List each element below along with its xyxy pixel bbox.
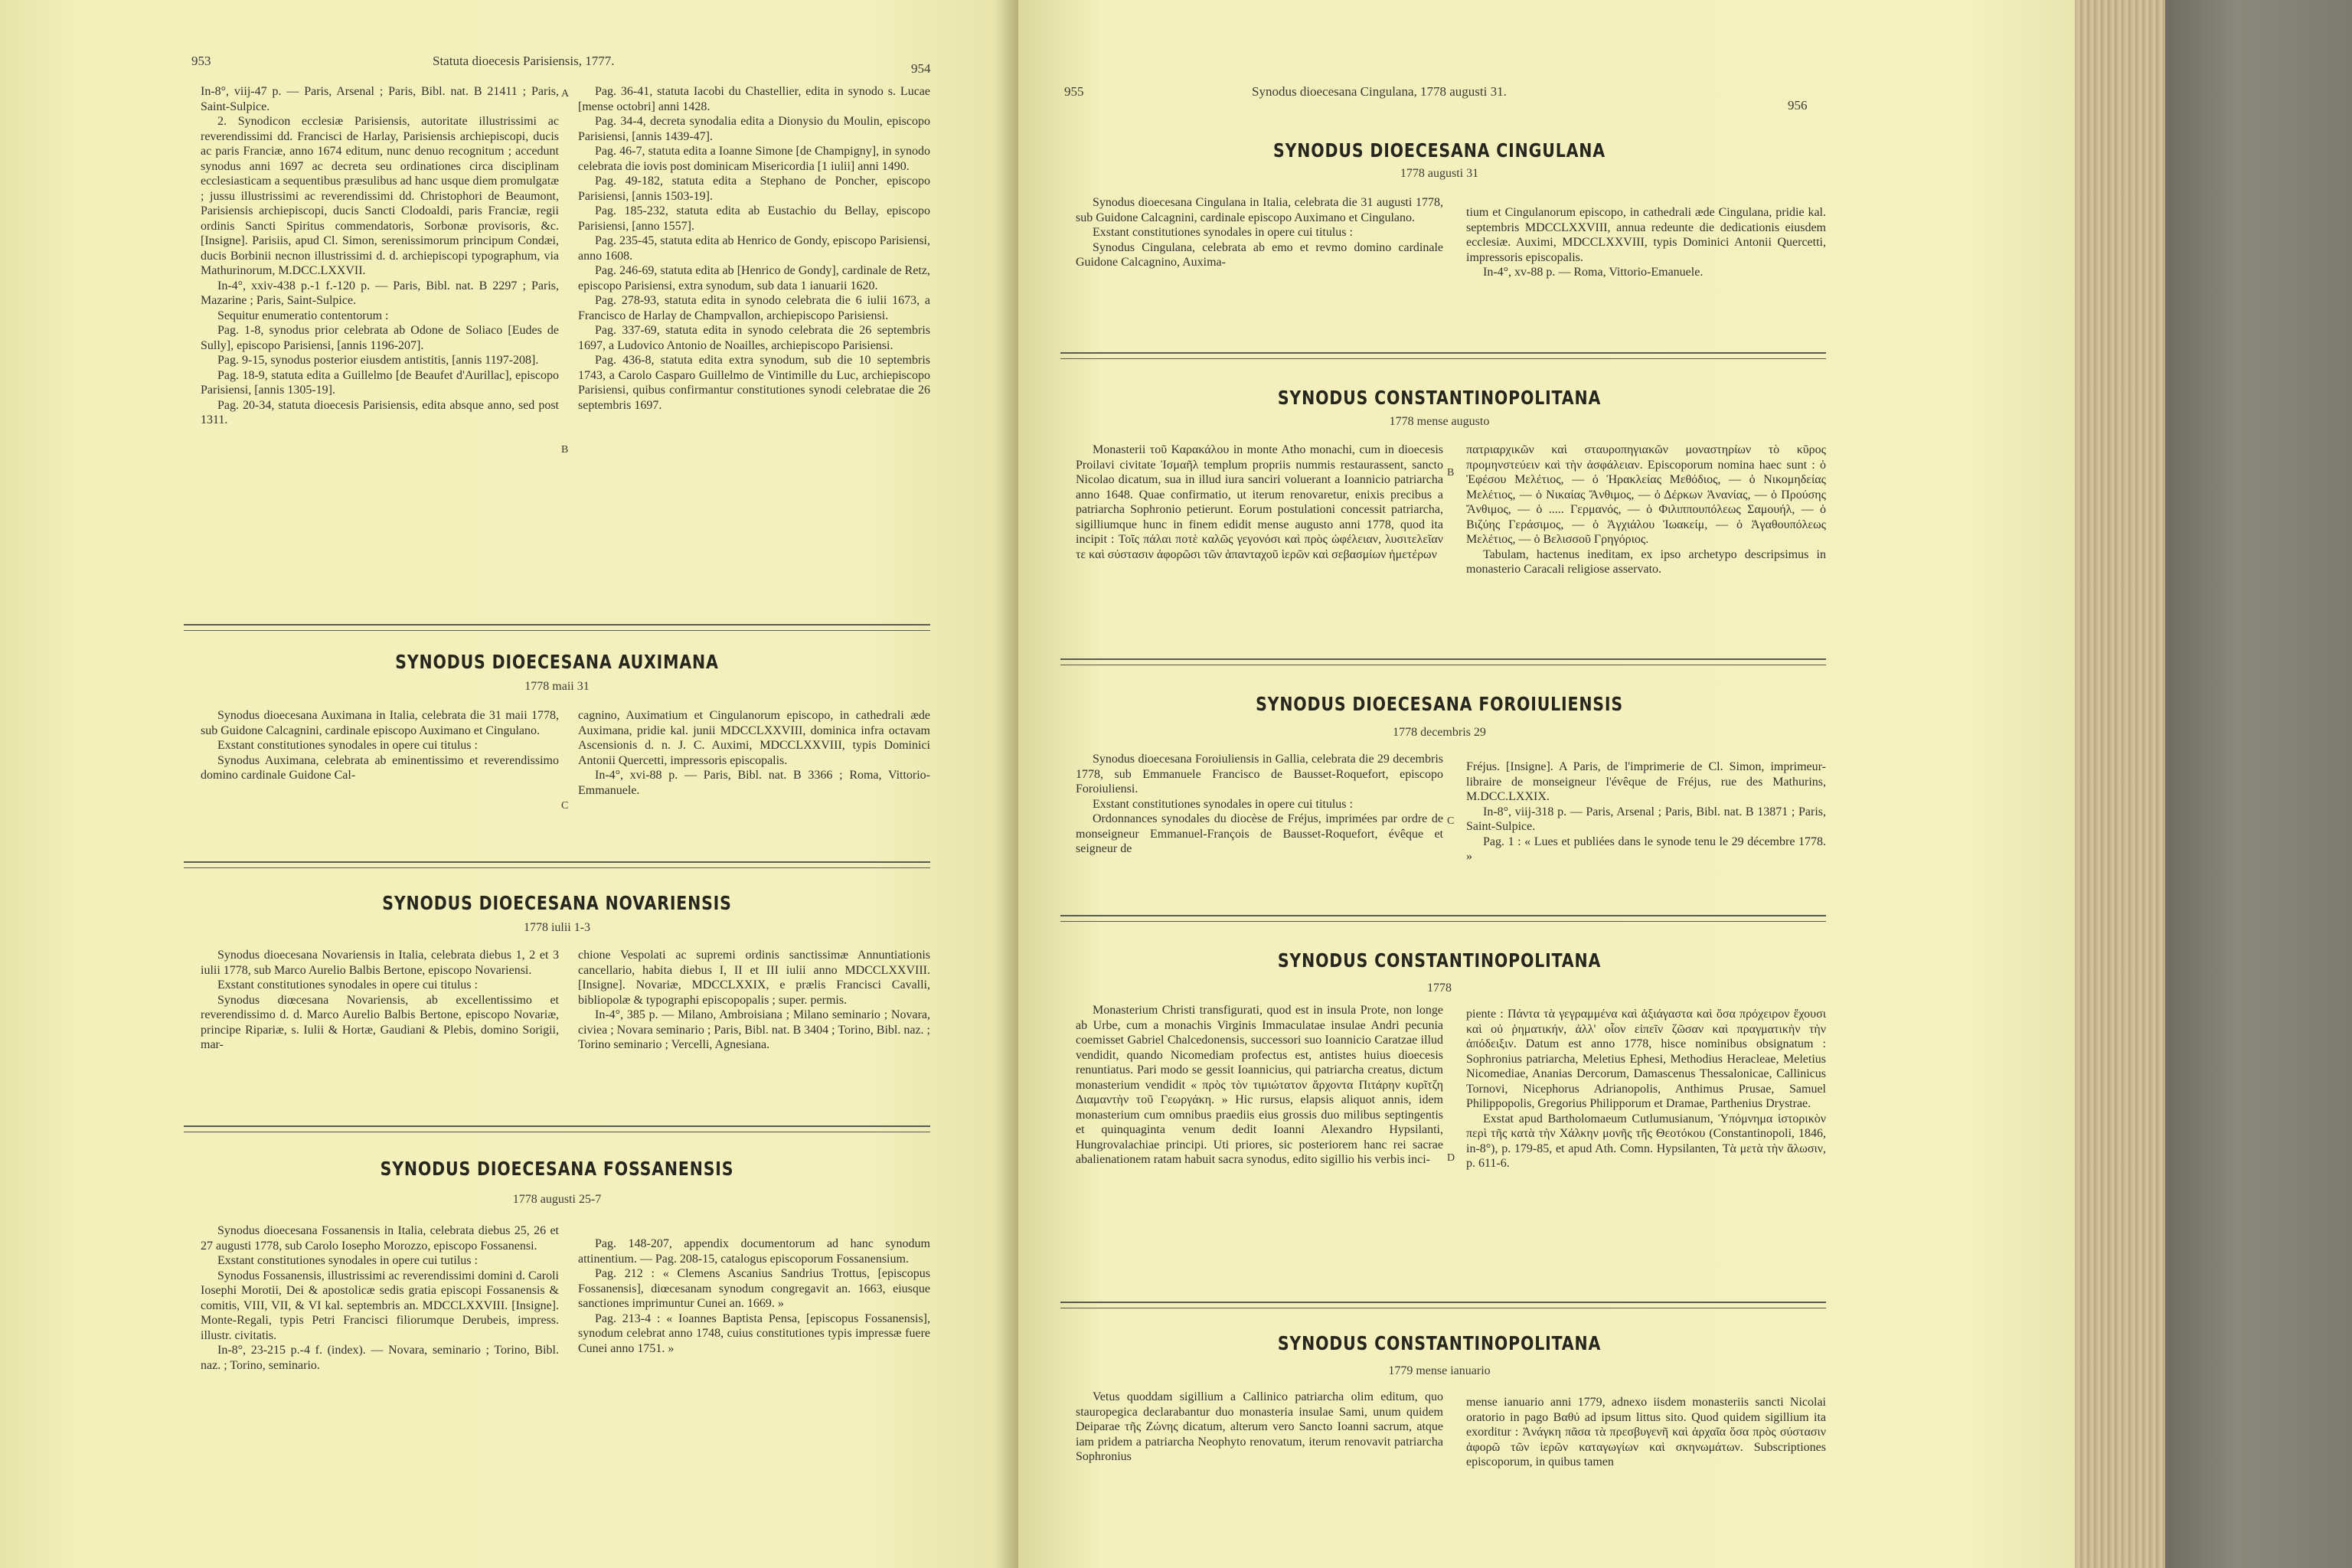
paragraph: Vetus quoddam sigillium a Callinico patriarcha olim editum, quo stauropegica declarabantur duo monasteria insulae Sami, unum quidem Deiparae τῆς Ζώνης dicatum, alterum vero Sancto Ioanni sacrum, atque iam pridem a patriarcha Neophyto renovatum, iterum renovavit patriarcha Sophronius [1076,1390,1443,1463]
paragraph: Exstant constitutiones synodales in opere cui titulus : [1093,226,1353,239]
text-column [1076,1390,1443,1465]
section-title: SYNODUS CONSTANTINOPOLITANA [1277,949,1602,972]
section-title: SYNODUS DIOECESANA CINGULANA [1273,139,1606,162]
paragraph: Fréjus. [Insigne]. A Paris, de l'imprimerie de Cl. Simon, imprimeur-libraire de monseigneur l'évêque de Fréjus, rue des Mathurins, M.DCC.LXXIX. [1466,760,1826,803]
paragraph: Exstant constitutiones synodales in opere cui titulus : [217,739,478,752]
book-page-edges [2067,0,2165,1568]
paragraph: Pag. 235-45, statuta edita ab Henrico de Gondy, episcopo Parisiensi, anno 1608. [578,234,930,263]
paragraph: Pag. 278-93, statuta edita in synodo celebrata die 6 iulii 1673, a Francisco de Harlay de Champvallon, archiepiscopo Parisiensi. [578,294,930,322]
text-column [578,948,930,1053]
paragraph: cagnino, Auximatium et Cingulanorum episcopo, in cathedrali æde Auximana, pridie kal. junii MDCCLXXVIII, dominica infra octavam Ascensionis d. n. J. C. Auximi, MDCCLXXVIII, typis Dominici Antonii Quercetti, impressoris episcopalis. [578,709,930,767]
paragraph: mense ianuario anni 1779, adnexo iisdem monasteriis sancti Nicolai oratorio in pago Βαθύ ad ipsum littus sito. Quod quidem sigillium ita exorditur : Ἀνάγκη πᾶσα τὰ πρεσβυγενῆ καὶ ἀρχαῖα ὅσα πρὸς σύστασιν ἀφορῶ τῶν ἱερῶν καταγωγίων καὶ σκηνωμάτων. Subscriptiones episcoporum, in quibus tamen [1466,1396,1826,1468]
paragraph: Pag. 212 : « Clemens Ascanius Sandrius Trottus, [episcopus Fossanensis], diœcesanam synodum congregavit an. 1663, eiusque sanctiones imprimuntur Cunei an. 1669. » [578,1267,930,1310]
section-rule [184,861,930,868]
running-head: Statuta dioecesis Parisiensis, 1777. [433,54,615,68]
paragraph: Pag. 9-15, synodus posterior eiusdem antistitis, [annis 1197-208]. [217,354,539,367]
section-date: 1778 maii 31 [524,680,590,693]
paragraph: tium et Cingulanorum episcopo, in cathedrali æde Cingulana, pridie kal. septembris MDCCLXXVIII, annua redeunte die dedicationis eiusdem ecclesiæ. Auximi, MDCCLXXVIII, typis Dominici Antonii Quercetti, impressoris episcopalis. [1466,206,1826,264]
paragraph: Exstant constitutiones synodales in opere cui titulus : [217,978,478,991]
paragraph: Ordonnances synodales du diocèse de Fréjus, imprimées par ordre de monseigneur Emmanuel-François de Bausset-Roquefort, évêque et seigneur de [1076,812,1443,855]
text-column [578,708,930,798]
section-title: SYNODUS DIOECESANA FOROIULIENSIS [1256,693,1623,715]
paragraph: Tabulam, hactenus ineditam, ex ipso archetypo descripsimus in monasterio Caracali religiose asservato. [1466,547,1826,576]
paragraph: Pag. 337-69, statuta edita in synodo celebrata die 26 septembris 1697, a Ludovico Antonio de Noailles, archiepiscopo Parisiensi. [578,324,930,352]
paragraph: In-8°, viij-318 p. — Paris, Arsenal ; Paris, Bibl. nat. B 13871 ; Paris, Saint-Sulpice. [1466,805,1826,833]
margin-letter: C [1447,815,1455,827]
section-rule [184,1125,930,1132]
section-date: 1778 mense augusto [1389,415,1490,428]
paragraph: Synodus Auximana, celebrata ab eminentissimo et reverendissimo domino cardinale Guidone Cal- [201,753,559,782]
paragraph: Pag. 18-9, statuta edita a Guillelmo [de Beaufet d'Aurillac], episcopo Parisiensi, [annis 1305-19]. [201,368,559,397]
paragraph: Pag. 36-41, statuta Iacobi du Chastellier, edita in synodo s. Lucae [mense octobri] anni 1428. [578,85,930,113]
paragraph: In-4°, xvi-88 p. — Paris, Bibl. nat. B 3366 ; Roma, Vittorio-Emmanuele. [578,769,930,797]
right-page [1018,0,2075,1568]
paragraph: Synodus dioecesana Fossanensis in Italia, celebrata diebus 25, 26 et 27 augusti 1778, sub Carolo Iosepho Morozzo, episcopo Fossanensi. [201,1224,559,1253]
text-column [578,84,930,413]
section-date: 1778 decembris 29 [1393,726,1486,739]
section-rule [1060,658,1826,665]
paragraph: 2. Synodicon ecclesiæ Parisiensis, autoritate illustrissimi ac reverendissimi dd. Francisci de Harlay, Parisiensis archiepiscopi, ducis ac paris Franciæ, anno 1674 editum, nunc denuo recognitum ; accedunt synodus anni 1697 ac decreta seu ordinationes circa disciplinam ecclesiasticam a sequentibus præsulibus ad hanc usque diem promulgatæ ; jussu illustrissimi ac reverendissimi dd. Christophori de Beaumont, Parisiensis archiepiscopi, ducis Sancti Clodoaldi, paris Franciæ, regii ordinis Sancti Spiritus commendatoris, Sorbonæ provisoris, &c. [Insigne]. Parisiis, apud Cl. Simon, serenissimorum principum Condæi, ducis Borbinii necnon illustrissimi d. d. archiepiscopi typographum, via Mathurinorum, M.DCC.LXXVII. [201,115,559,277]
section-date: 1778 augusti 31 [1400,167,1479,180]
paragraph: Pag. 20-34, statuta dioecesis Parisiensis, edita absque anno, sed post 1311. [201,398,559,426]
left-page [0,0,1018,1568]
paragraph: Monasterii τοῦ Καρακάλου in monte Atho monachi, cum in dioecesis Proilavi civitate Ἰσμαῆλ templum propriis nummis restaurassent, sancto Nicolao dicatum, sua in illud iura sanciri voluerant a Ioannicio patriarcha anno 1648. Quae confirmatio, ut iterum renovaretur, enixis precibus a patriarcha Sophronio petierunt. Eorum postulationi concessit patriarcha, sigilliumque hunc in finem edidit mense augusto anni 1778, quod ita incipit : Τοῖς πάλαι ποτὲ καλῶς γεγονόσι καὶ πρὸς ὠφέλειαν, λυσιτελεῖαν τε καὶ σύστασιν ἀφορῶσι τῶν ἁπανταχοῦ ἱερῶν καὶ σεβασμίων ἡμετέρων [1076,443,1443,561]
paragraph: Pag. 34-4, decreta synodalia edita a Dionysio du Moulin, episcopo Parisiensi, [annis 1439-47]. [578,115,930,143]
section-date: 1778 iulii 1-3 [523,921,591,934]
paragraph: Exstant constitutiones synodales in opere cui tutilus : [217,1254,478,1267]
paragraph: Synodus Cingulana, celebrata ab emo et revmo domino cardinale Guidone Calcagnino, Auxima- [1076,240,1443,269]
margin-letter: B [1447,467,1455,479]
paragraph: Synodus dioecesana Foroiuliensis in Gallia, celebrata die 29 decembris 1778, sub Emmanuele Francisco de Bausset-Roquefort, episcopo Foroiuliensi. [1076,753,1443,795]
section-date: 1778 [1427,982,1452,995]
paragraph: Pag. 185-232, statuta edita ab Eustachio du Bellay, episcopo Parisiensi, [anno 1557]. [578,204,930,233]
paragraph: πατριαρχικῶν καὶ σταυροπηγιακῶν μοναστηρίων τὸ κῦρος προμηνστεύειν καὶ τὴν ἀσφάλειαν. Episcoporum nomina haec sunt : ὁ Ἐφέσου Μελέτιος, — ὁ Ἡρακλείας Μεθόδιος, — ὁ Νικομηδείας Μελέτιος, — ὁ Νικαίας Ἄνθιμος, — ὁ Δέρκων Ἀνανίας, — ὁ Προύσης Ἄνθιμος, — ὁ ..... Γερμανός, — ὁ Φιλιππουπόλεως Σαμουήλ, — ὁ Βιζύης Γεράσιμος, — ὁ Ἀγχιάλου Ἰωακείμ, — ὁ Ἀγαθουπόλεως Μελέτιος, — ὁ Βελισσοῦ Γρηγόριος. [1466,443,1826,546]
margin-letter: A [561,88,570,100]
text-column [1466,443,1826,577]
section-title: SYNODUS CONSTANTINOPOLITANA [1277,1332,1602,1354]
text-column [1466,1007,1826,1171]
section-title: SYNODUS DIOECESANA FOSSANENSIS [380,1158,734,1180]
paragraph: Synodus dioecesana Auximana in Italia, celebrata die 31 maii 1778, sub Guidone Calcagnini, cardinale episcopo Auximano et Cingulano. [201,709,559,737]
paragraph: Monasterium Christi transfigurati, quod est in insula Prote, non longe ab Urbe, cum a monachis Virginis Immaculatae insulae Andri pecunia coemisset Gabriel Chalcedonensis, successori suo Ioannicio Caratzae illud vendidit, quando Nicomediam profectus est, antistes huius dioecesis renuntiatus. Pari modo se gessit Ioannicius, qui patriarcha creatus, dictum monasterium vendidit « πρὸς τὸν τιμιώτατον ἄρχοντα Πιτάρην κυρῖτζη Διαμαντὴν τοῦ Γεωργάκη. » Hic rursus, elapsis aliquot annis, idem monasterium cum omnibus praediis eius grossis duo milibus septingentis et quinquaginta venum dedit Ioanni Alexandro Hypsilanti, Hungrovalachiae principi. Uti priores, sic posteriorem hanc rei sacrae abalienationem ratam habuit sacra synodus, edito sigillio his verbis inci- [1076,1004,1443,1166]
section-title: SYNODUS DIOECESANA NOVARIENSIS [382,892,732,914]
page-number: 955 [1064,84,1084,99]
text-column [578,1236,930,1356]
text-column [1466,205,1826,280]
background-right [2161,0,2352,1568]
section-date: 1778 augusti 25-7 [512,1193,602,1206]
page-number: 956 [1788,98,1808,113]
section-rule [1060,352,1826,359]
margin-letter: B [561,444,569,456]
paragraph: Pag. 246-69, statuta edita ab [Henrico de Gondy], cardinale de Retz, episcopo Parisiensi, extra synodum, sub data 1 ianuarii 1620. [578,264,930,292]
paragraph: Pag. 49-182, statuta edita a Stephano de Poncher, episcopo Parisiensi, [annis 1503-19]. [578,175,930,203]
text-column [201,708,559,783]
paragraph: Pag. 1-8, synodus prior celebrata ab Odone de Soliaco [Eudes de Sully], episcopo Parisiensi, [annis 1196-207]. [201,324,559,352]
paragraph: Synodus dioecesana Novariensis in Italia, celebrata diebus 1, 2 et 3 iulii 1778, sub Marco Aurelio Balbis Bertone, episcopo Novariensi. [201,949,559,977]
section-date: 1779 mense ianuario [1388,1364,1491,1377]
page-number: 954 [911,61,931,76]
paragraph: Pag. 436-8, statuta edita extra synodum, sub die 10 septembris 1743, a Carolo Casparo Guillelmo de Vintimille du Luc, archiepiscopo Parisiensi, quibus confirmantur constitutiones synodi celebratae die 26 septembris 1697. [578,354,930,412]
paragraph: In-8°, 23-215 p.-4 f. (index). — Novara, seminario ; Torino, Bibl. naz. ; Torino, seminario. [201,1344,559,1372]
margin-letter: C [561,800,569,812]
text-column [1076,1003,1443,1168]
text-column [201,84,559,428]
section-title: SYNODUS CONSTANTINOPOLITANA [1277,387,1602,409]
running-head: Synodus dioecesana Cingulana, 1778 augusti 31. [1252,84,1507,99]
paragraph: In-4°, xv-88 p. — Roma, Vittorio-Emanuele. [1483,266,1704,279]
paragraph: Sequitur enumeratio contentorum : [217,309,389,322]
paragraph: Exstant constitutiones synodales in opere cui titulus : [1093,797,1353,811]
section-rule [1060,1302,1826,1308]
paragraph: In-4°, xxiv-438 p.-1 f.-120 p. — Paris, Bibl. nat. B 2297 ; Paris, Mazarine ; Paris, Saint-Sulpice. [201,279,559,307]
text-column [201,948,559,1053]
paragraph: Pag. 46-7, statuta edita a Ioanne Simone [de Champigny], in synodo celebrata die iovis post dominicam Misericordia [1 iulii] anni 1490. [578,145,930,173]
section-rule [184,624,930,631]
page-number: 953 [191,54,211,68]
paragraph: Pag. 148-207, appendix documentorum ad hanc synodum attinentium. — Pag. 208-15, catalogus episcoporum Fossanensium. [578,1237,930,1266]
paragraph: Pag. 1 : « Lues et publiées dans le synode tenu le 29 décembre 1778. » [1466,835,1826,863]
margin-letter: D [1447,1152,1455,1164]
text-column [1076,195,1443,270]
paragraph: In-4°, 385 p. — Milano, Ambroisiana ; Milano seminario ; Novara, civiea ; Novara seminario ; Paris, Bibl. nat. B 3404 ; Torino, Bibl. naz. ; Torino seminario ; Vercelli, Agnesiana. [578,1008,930,1051]
text-column [1466,760,1826,864]
text-column [201,1223,559,1373]
text-column [1076,443,1443,562]
paragraph: Pag. 213-4 : « Ioannes Baptista Pensa, [episcopus Fossanensis], synodum celebrat anno 1748, cuius constitutiones typis impressæ fuere Cunei anno 1751. » [578,1312,930,1355]
paragraph: Exstat apud Bartholomaeum Cutlumusianum, Ὑπόμνημα ἱστορικὸν περὶ τῆς κατὰ τὴν Χάλκην μονῆς τῆς Θεοτόκου (Constantinopoli, 1846, in-8°), p. 179-85, et apud Ath. Comn. Hypsilanten, Τὰ μετὰ τὴν ἅλωσιν, p. 611-6. [1466,1112,1826,1170]
paragraph: Synodus dioecesana Cingulana in Italia, celebrata die 31 augusti 1778, sub Guidone Calcagnini, cardinale episcopo Auximano et Cingulano. [1076,196,1443,224]
text-column [1076,752,1443,857]
paragraph: piente : Πάντα τὰ γεγραμμένα καὶ ἀξιάγαστα καὶ ὅσα πρόχειρον ἔχουσι καὶ οὐ ῥηματικήν, ἀλλ' οἷον εἰπεῖν ζῶσαν καὶ πραγματικὴν τὴν ἀπόδειξιν. Datum est anno 1778, hisce nominibus obsignatum : Sophronius patriarcha, Meletius Ephesi, Methodius Heracleae, Meletius Nicomediae, Ananias Dercorum, Damascenus Thessalonicae, Callinicus Tornovi, Nicephorus Adrianopolis, Anthimus Prusae, Samuel Philippopolis, Gregorius Philipporum et Dramae, Parthenius Drystrae. [1466,1008,1826,1110]
section-rule [1060,915,1826,922]
paragraph: In-8°, viij-47 p. — Paris, Arsenal ; Paris, Bibl. nat. B 21411 ; Paris, Saint-Sulpice. [201,85,559,113]
text-column [1466,1395,1826,1470]
paragraph: chione Vespolati ac supremi ordinis sanctissimæ Annuntiationis cancellario, habita diebus I, II et III iulii anno MDCCLXXVIII. [Insigne]. Novariæ, MDCCLXXIX, e prælis Francisci Cavalli, bibliopolæ & typographi episcopopalis ; super. permis. [578,949,930,1007]
section-title: SYNODUS DIOECESANA AUXIMANA [395,651,719,673]
paragraph: Synodus diœcesana Novariensis, ab excellentissimo et reverendissimo d. d. Marco Aurelio Balbis Bertone, episcopo Novariæ, principe Ripariæ, s. Iulii & Hortæ, Gaudiani & Plebis, domino Sorigii, mar- [201,993,559,1051]
paragraph: Synodus Fossanensis, illustrissimi ac reverendissimi domini d. Caroli Iosephi Morotii, Dei & apostolicæ sedis gratia episcopi Fossanensis & comitis, VIII, VII, & VI kal. septembris an. MDCCLXXVIII. [Insigne]. Monte-Regali, typis Petri Francisci filiorumque Derubeis, impress. illustr. civitatis. [201,1269,559,1342]
